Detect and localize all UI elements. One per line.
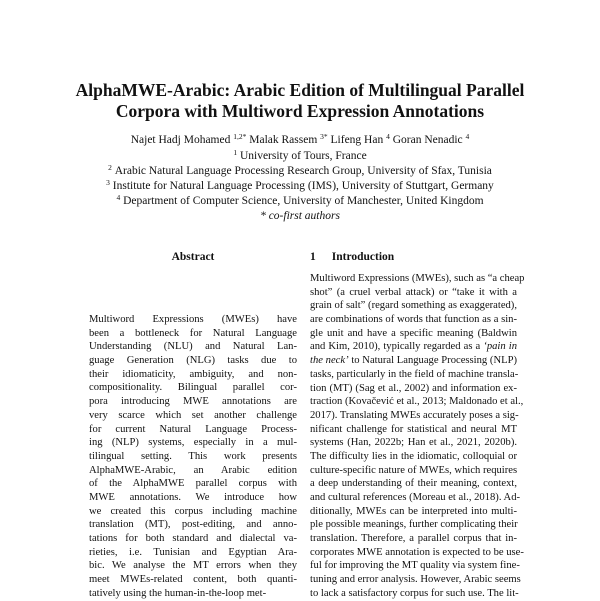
abstract-line: bic. We analyse the MT errors when they [89,560,297,572]
author-4: Goran Nenadic [392,134,463,146]
introduction-line: shot” (a cruel verbal attack) or “take it with a [310,286,517,298]
section-title: Introduction [331,251,395,263]
abstract-line: of the AlphaMWE parallel corpus with [89,478,297,490]
author-1-affil: 1,2* [233,132,247,141]
section-number: 1 [310,251,316,263]
author-4-affil: 4 [465,132,470,141]
abstract-line: we created this corpus including machine [89,505,297,517]
introduction-heading [310,250,394,264]
abstract-heading: Abstract [171,251,215,263]
abstract-line: Multiword Expressions (MWEs) have [89,314,297,325]
author-2: Malak Rassem [249,134,318,146]
abstract-line: meet MWEs-related content, both quanti- [89,574,297,586]
introduction-line: gle unit and have a specific meaning (Baldwin [310,327,517,339]
introduction-line: nificant challenge for statistical and neural MT [310,423,517,435]
co-first-note: * co-first authors [260,210,340,222]
introduction-line: ple possible meanings, further complicating their [310,519,518,531]
abstract-line: Understanding (NLU) and Natural Lan- [89,341,297,353]
affiliation-2-text: Arabic Natural Language Processing Research Group, University of Sfax, Tunisia [114,165,492,177]
abstract-line: pora introducing MWE annotations are [89,396,297,408]
introduction-line: corporates MWE annotation is expected to be use- [310,546,524,558]
abstract-line: MWE annotations. We introduce how [89,491,297,503]
author-3: Lifeng Han [330,134,384,146]
affiliation-4-text: Department of Computer Science, University of Manchester, United Kingdom [123,195,484,207]
affiliation-3-sup: 3 [106,178,110,187]
introduction-line: ditionally, MWEs can be interpreted into multi- [310,505,517,517]
affiliation-1 [40,149,560,164]
abstract-line: tatively using the human-in-the-loop met- [89,587,267,599]
author-1: Najet Hadj Mohamed [130,134,231,146]
introduction-line: and cultural references (Moreau et al., 2018). Ad- [310,492,521,503]
introduction-body [310,272,525,601]
introduction-line: to lack a satisfactory corpus for such use. The lit- [310,587,519,599]
abstract-line: translation (MT), post-editing, and anno- [89,519,297,531]
paper-title-line-2: Corpora with Multiword Expression Annotations [115,101,485,121]
abstract-line: their idiomaticity, ambiguity, and non- [89,368,297,380]
abstract-line: very scarce which set another challenge [89,409,297,421]
affiliation-2 [40,164,560,179]
affiliation-1-text: University of Tours, France [239,150,367,162]
abstract-line: for current Natural Language Process- [89,423,297,435]
introduction-line: and Kim, 2010), typically regarded as a ‘pain in [310,341,517,353]
introduction-line: are combinations of words that function as a sin- [310,314,517,326]
abstract-line: rieties, i.e. Tunisian and Egyptian Ara- [89,546,297,558]
author-3-affil: 4 [386,132,390,141]
abstract-line: guage Generation (NLG) tasks due to [89,355,297,367]
abstract-line: ing (NLP) systems, especially in a mul- [89,437,297,449]
abstract-line: tilingual setting. This work presents [89,450,297,462]
introduction-line: systems (Han, 2022b; Han et al., 2021, 2020b). [310,437,517,449]
affiliation-2-sup: 2 [108,163,112,172]
affiliation-1-sup: 1 [233,148,238,157]
introduction-line: grain of salt” (regard something as exaggerated), [310,300,517,312]
affiliation-3 [40,179,560,194]
abstract-body [89,313,297,600]
introduction-line: ful for improving the MT quality via system fine- [310,560,520,572]
introduction-line: The difficulty lies in the idiomatic, colloquial or [310,450,517,462]
introduction-line: culture-specific nature of MWEs, which requires [310,464,518,476]
abstract-line: been a bottleneck for Natural Language [89,327,297,339]
introduction-line: Multiword Expressions (MWEs), such as “a cheap [310,273,525,284]
introduction-line: the neck’ to Natural Language Processing (NLP) [310,355,517,367]
author-list [40,133,560,148]
abstract-line: compositionality. Bilingual parallel cor- [89,382,297,394]
introduction-line: tuning and error analysis. However, Arabic seems [310,574,521,586]
affiliation-4-sup: 4 [116,193,121,202]
author-2-affil: 3* [320,132,328,141]
affiliation-4 [40,194,560,209]
introduction-line: tion (MT) (Sag et al., 2002) and information ex- [310,382,517,394]
introduction-line: a deep understanding of their meaning, context, [310,478,517,490]
abstract-line: AlphaMWE-Arabic, an Arabic edition [89,464,297,476]
introduction-line: translation. Therefore, a parallel corpus that in- [310,533,517,545]
affiliation-3-text: Institute for Natural Language Processing (IMS), University of Stuttgart, Germany [112,180,494,192]
introduction-line: 2017). Translating MWEs accurately poses a sig- [310,409,519,421]
abstract-line: tations for both standard and dialectal va- [89,533,297,544]
paper-title-line-1: AlphaMWE-Arabic: Arabic Edition of Multilingual Parallel [75,80,525,100]
introduction-line: traction (Kovačević et al., 2013; Maldonado et al., [310,396,524,408]
introduction-line: tasks, particularly in the field of machine transla- [310,368,519,380]
